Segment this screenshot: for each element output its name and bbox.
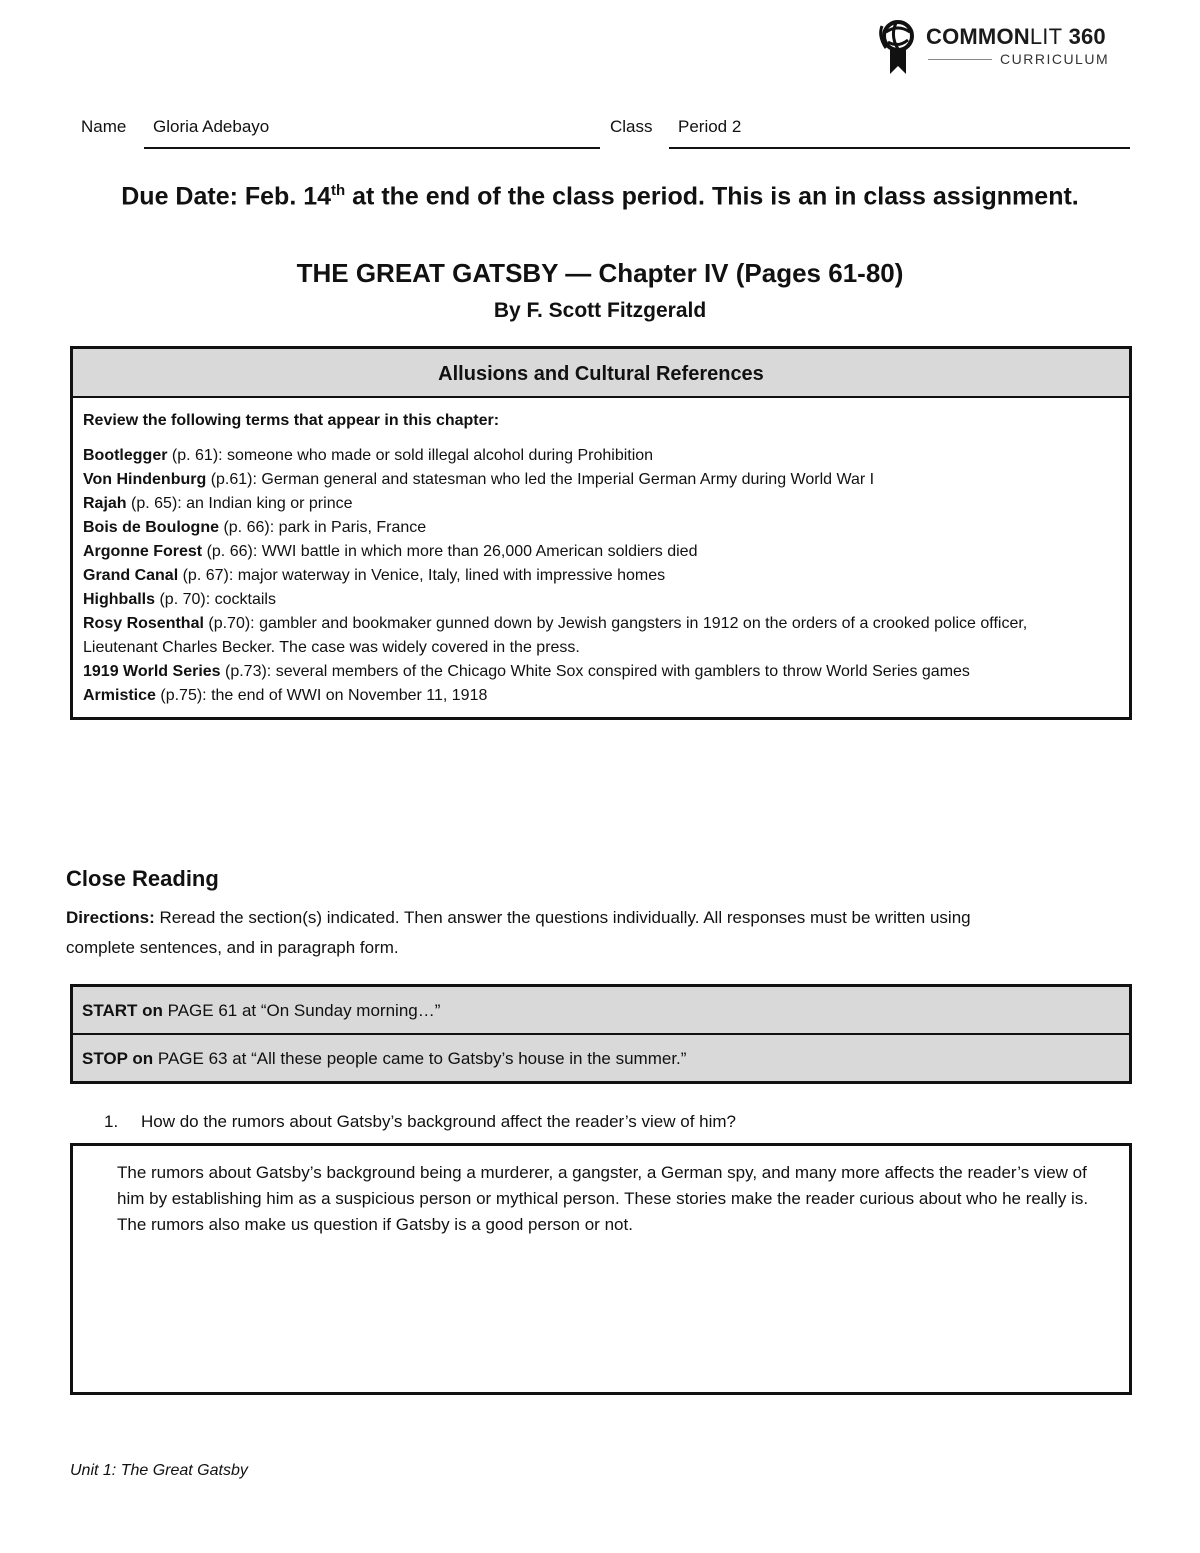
allusions-term-list (83, 444, 1129, 708)
allusion-term-item (83, 468, 1129, 492)
name-underline (144, 147, 600, 149)
term-page-ref: (p. 65): (126, 495, 187, 512)
commonlit-logo (876, 18, 1136, 78)
directions-label: Directions: (66, 908, 155, 927)
allusion-term-item (83, 492, 1129, 516)
term-page-ref: (p.61): (206, 471, 262, 488)
directions (66, 903, 986, 963)
globe-ribbon-icon (876, 18, 924, 78)
term-definition: German general and statesman who led the Imperial German Army during World War I (261, 471, 875, 488)
term-page-ref: (p. 66): (202, 543, 262, 560)
due-date: Due Date: Feb. 14th at the end of the class period. This is an in class assignment. (121, 182, 1079, 211)
logo-wordmark: COMMONLIT 360 (926, 24, 1106, 49)
term-page-ref: (p. 67): (178, 567, 238, 584)
stop-row: STOP on PAGE 63 at “All these people came to Gatsby’s house in the summer.” (73, 1033, 1129, 1081)
class-label: Class (610, 117, 653, 136)
answer-box[interactable] (70, 1143, 1132, 1395)
term-name: Highballs (83, 591, 156, 608)
term-name: Argonne Forest (83, 543, 203, 560)
close-reading-heading: Close Reading (66, 866, 219, 891)
allusion-term-item (83, 564, 1129, 588)
term-definition: several members of the Chicago White Sox conspired with gamblers to throw World Series games (275, 663, 970, 680)
term-page-ref: (p. 66): (219, 519, 279, 536)
term-page-ref: (p. 61): (167, 447, 228, 464)
term-name: Armistice (83, 687, 156, 704)
page-title: THE GREAT GATSBY — Chapter IV (Pages 61-80) (296, 258, 904, 288)
allusions-box (70, 346, 1132, 720)
directions-text: Reread the section(s) indicated. Then answer the questions individually. All responses must be written using complete sentences, and in paragraph form. (66, 908, 971, 957)
term-page-ref: (p.73): (220, 663, 276, 680)
term-page-ref: (p.75): (155, 687, 212, 704)
class-field[interactable]: Period 2 (678, 117, 742, 136)
allusion-term-item (83, 516, 1129, 540)
term-definition: park in Paris, France (278, 519, 427, 536)
allusions-intro: Review the following terms that appear in this chapter: (83, 412, 500, 429)
question-number: 1. (104, 1112, 119, 1131)
allusion-term-item (83, 588, 1129, 612)
term-definition: gambler and bookmaker gunned down by Jewish gangsters in 1912 on the orders of a crooked police officer, Lieutenant Charles Becker. The case was widely covered in the press. (83, 615, 1028, 656)
logo-subtitle: CURRICULUM (1000, 51, 1110, 67)
name-label: Name (81, 117, 127, 136)
name-field[interactable]: Gloria Adebayo (153, 117, 270, 136)
term-name: Rajah (83, 495, 127, 512)
term-definition: WWI battle in which more than 26,000 American soldiers died (261, 543, 698, 560)
term-name: Von Hindenburg (83, 471, 207, 488)
term-definition: an Indian king or prince (186, 495, 353, 512)
footer-unit: Unit 1: The Great Gatsby (70, 1462, 248, 1479)
term-definition: someone who made or sold illegal alcohol during Prohibition (227, 447, 654, 464)
class-underline (669, 147, 1130, 149)
allusion-term-item (83, 660, 1129, 684)
allusion-term-item (83, 444, 1129, 468)
term-name: Rosy Rosenthal (83, 615, 204, 632)
term-name: Bois de Boulogne (83, 519, 219, 536)
allusions-heading: Allusions and Cultural References (73, 349, 1129, 398)
allusion-term-item (83, 612, 1129, 660)
question-text: How do the rumors about Gatsby’s background affect the reader’s view of him? (141, 1112, 737, 1131)
term-name: Grand Canal (83, 567, 179, 584)
logo-divider (928, 59, 992, 60)
allusion-term-item (83, 684, 1129, 708)
term-definition: the end of WWI on November 11, 1918 (211, 687, 488, 704)
term-definition: cocktails (214, 591, 276, 608)
term-definition: major waterway in Venice, Italy, lined with impressive homes (237, 567, 666, 584)
question-1 (104, 1112, 736, 1132)
term-name: 1919 World Series (83, 663, 221, 680)
allusion-term-item (83, 540, 1129, 564)
term-page-ref: (p. 70): (155, 591, 215, 608)
answer-text[interactable]: The rumors about Gatsby’s background being a murderer, a gangster, a German spy, and many more affects the reader’s view of him by establishing him as a suspicious person or mythical person. These stories make the reader curious about who he really is. The rumors also make us question if Gatsby is a good person or not. (117, 1163, 1089, 1234)
term-page-ref: (p.70): (203, 615, 260, 632)
start-stop-box (70, 984, 1132, 1084)
start-row: START on PAGE 61 at “On Sunday morning…” (82, 1001, 441, 1020)
author-byline: By F. Scott Fitzgerald (493, 299, 707, 322)
term-name: Bootlegger (83, 447, 168, 464)
